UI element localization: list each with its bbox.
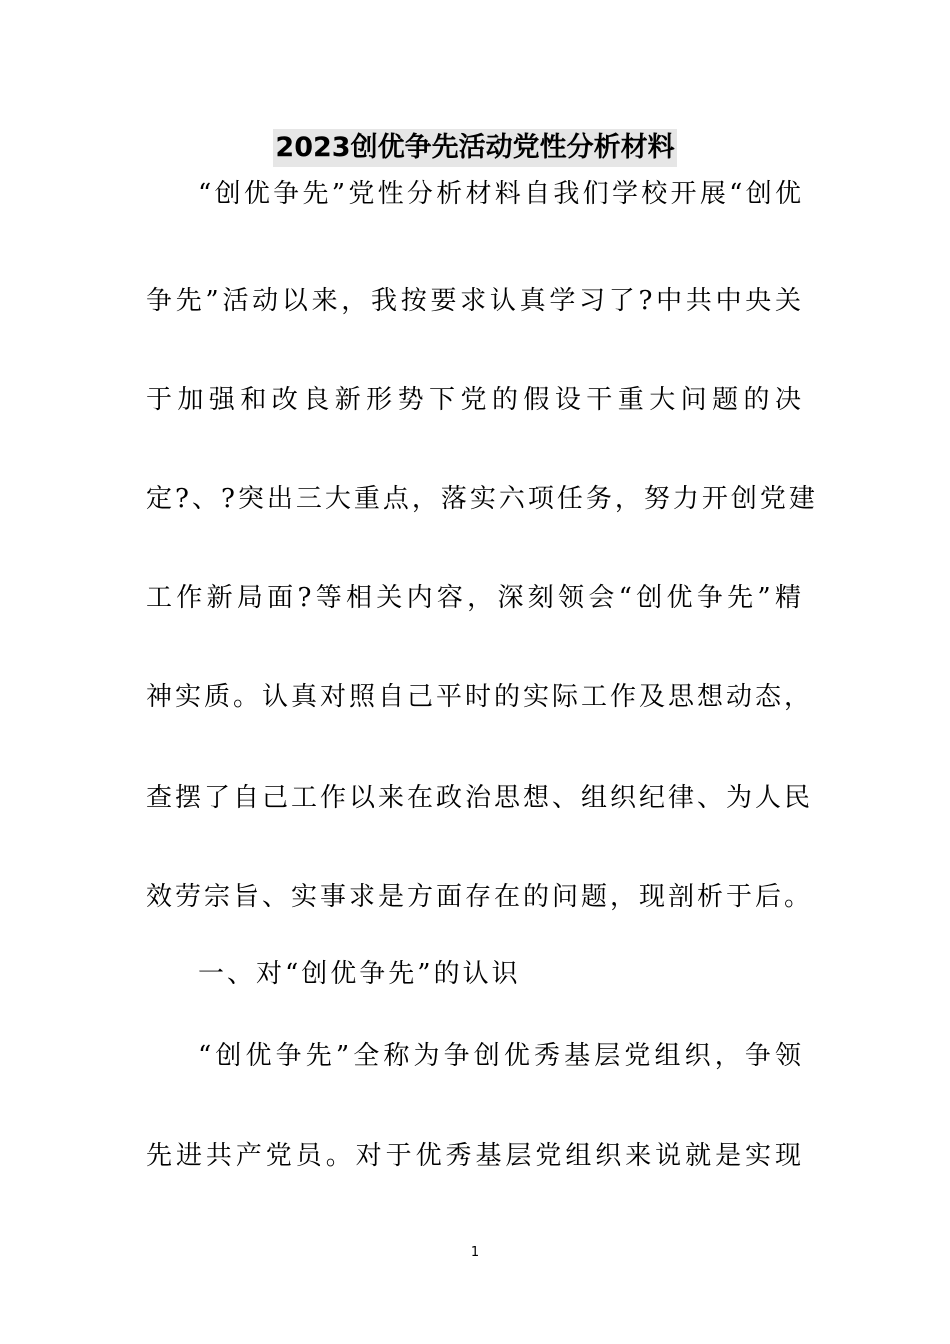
paragraph-1-line-4: 定?、?突出三大重点，落实六项任务，努力开创党建	[146, 484, 818, 514]
paragraph-1-line-5: 工作新局面?等相关内容，深刻领会“创优争先”精	[146, 583, 804, 613]
paragraph-1-line-2: 争先”活动以来，我按要求认真学习了?中共中央关	[146, 286, 804, 316]
paragraph-1-line-1: “创优争先”党性分析材料自我们学校开展“创优	[198, 179, 804, 209]
paragraph-1-line-7: 查摆了自己工作以来在政治思想、组织纪律、为人民	[146, 783, 814, 813]
section-1-heading: 一、对“创优争先”的认识	[198, 959, 521, 989]
title-container	[0, 129, 950, 167]
document-title: 2023创优争先活动党性分析材料	[273, 129, 676, 167]
paragraph-2-line-1: “创优争先”全称为争创优秀基层党组织，争领	[198, 1041, 804, 1071]
paragraph-1-line-3: 于加强和改良新形势下党的假设干重大问题的决	[146, 385, 804, 415]
paragraph-1-line-6: 神实质。认真对照自己平时的实际工作及思想动态，	[146, 682, 814, 712]
paragraph-1-line-8: 效劳宗旨、实事求是方面存在的问题，现剖析于后。	[146, 882, 814, 912]
paragraph-2-line-2: 先进共产党员。对于优秀基层党组织来说就是实现	[146, 1141, 804, 1171]
page-number: 1	[470, 1245, 480, 1260]
